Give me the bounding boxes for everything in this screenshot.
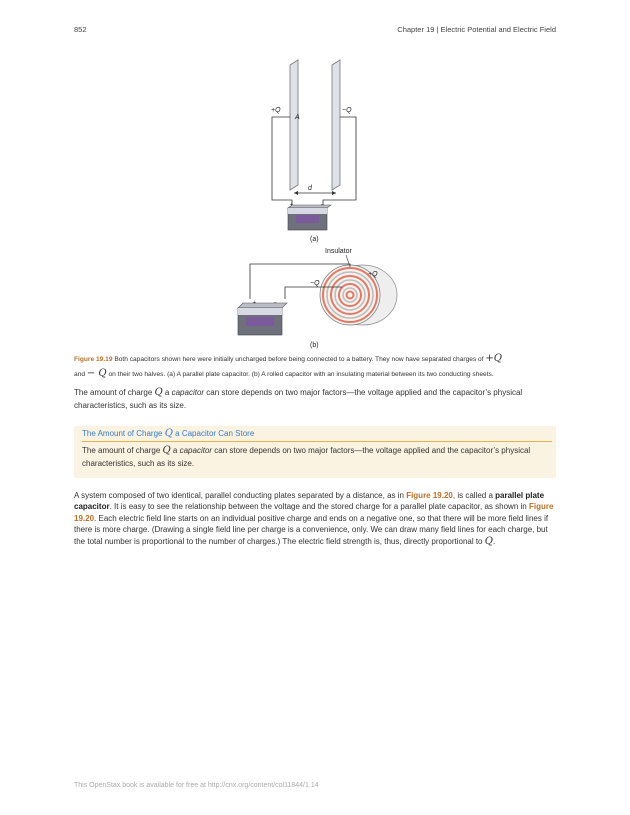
battery-a-minus: − <box>321 202 324 208</box>
label-plus-q-b: +Q <box>368 271 378 278</box>
callout-body-text-3: can store depends on two major factors—the voltage applied and the capacitor’s physical characteristics, such as its size. <box>82 446 531 468</box>
battery-a <box>288 202 331 230</box>
caption-text-3: on their two halves. (a) A parallel plate capacitor. (b) A rolled capacitor with an insulating material between its two conducting sheets. <box>106 371 494 378</box>
battery-b <box>238 300 287 335</box>
label-minus-q: −Q <box>342 107 352 114</box>
paragraph-2-text-3: . It is easy to see the relationship between the voltage and the stored charge for a parallel plate capacitor, as shown in <box>109 502 529 512</box>
label-plus-q: +Q <box>271 107 281 114</box>
distance-arrowhead-right <box>332 191 336 195</box>
paragraph-1 <box>74 386 556 412</box>
paragraph-1-text-1: The amount of charge <box>74 388 155 397</box>
capacitor-figure <box>230 55 420 350</box>
battery-b-minus: − <box>274 300 277 306</box>
paragraph-1-math-q: Q <box>154 387 163 398</box>
battery-a-plus: + <box>290 202 293 208</box>
paragraph-2 <box>74 490 556 547</box>
callout-body-italic: capacitor <box>179 446 213 455</box>
paragraph-1-italic: capacitor <box>171 388 205 397</box>
paragraph-1-text-2: a <box>162 388 172 397</box>
figure-label: Figure 19.19 <box>74 356 113 363</box>
left-plate <box>290 60 298 190</box>
paragraph-2-text-2: , is called a <box>452 491 496 500</box>
parallel-plate-diagram <box>271 60 356 243</box>
callout-rule <box>82 441 552 442</box>
left-wire <box>272 117 292 207</box>
label-d: d <box>308 185 312 192</box>
rolled-capacitor-diagram <box>238 248 397 349</box>
figure-link-2[interactable]: Figure 19.20 <box>74 502 554 523</box>
callout-body-text-1: The amount of charge <box>82 446 163 455</box>
label-b-panel: (b) <box>310 342 319 349</box>
right-plate <box>332 60 340 190</box>
paragraph-1-text-3: can store depends on two major factors—the voltage applied and the capacitor’s physical characteristics, such as its size. <box>74 388 523 410</box>
page-number: 852 <box>74 25 87 34</box>
figure-link-1[interactable]: Figure 19.20 <box>406 491 453 500</box>
callout-title-text-2: a Capacitor Can Store <box>172 429 255 438</box>
caption-math-2: − Q <box>86 368 107 379</box>
callout-box <box>74 426 556 478</box>
paragraph-2-text-5: . <box>492 536 496 546</box>
callout-title-math: Q <box>164 428 173 439</box>
paragraph-2-text-4: . Each electric field line starts on an individual positive charge and ends on a negative one, so that there will be more field lines if there is more charge. (Drawing a single field line per charge is a convenience, only. We can draw many field lines for each charge, but the total number is proportional to the number of charges.) The electric field strength is, thus, directly proportional to <box>74 513 549 546</box>
page-footer: This OpenStax book is available for free at http://cnx.org/content/col11844/1.14 <box>74 782 319 789</box>
chapter-title: Chapter 19 | Electric Potential and Electric Field <box>397 25 556 34</box>
figure-caption <box>74 352 556 382</box>
battery-b-plus: + <box>253 300 256 306</box>
callout-title-text-1: The Amount of Charge <box>82 429 165 438</box>
callout-title <box>82 428 254 439</box>
caption-text-1: Both capacitors shown here were initially uncharged before being connected to a battery. They now have separated charges of <box>112 356 486 363</box>
parallel-plate-term: parallel plate capacitor <box>74 491 545 512</box>
callout-body-math: Q <box>162 445 171 456</box>
label-insulator: Insulator <box>325 248 352 255</box>
label-a-plate: A <box>295 114 300 121</box>
distance-arrowhead-left <box>294 191 298 195</box>
caption-math-1: +Q <box>485 353 502 364</box>
label-minus-q-b: −Q <box>310 280 320 287</box>
paragraph-2-text-1: A system composed of two identical, parallel conducting plates separated by a distance, as in <box>74 491 407 500</box>
callout-body-text-2: a <box>170 446 180 455</box>
label-a-panel: (a) <box>310 236 319 243</box>
callout-body <box>82 444 548 470</box>
paragraph-2-math-q: Q <box>484 535 493 547</box>
caption-text-2: and <box>74 371 87 378</box>
